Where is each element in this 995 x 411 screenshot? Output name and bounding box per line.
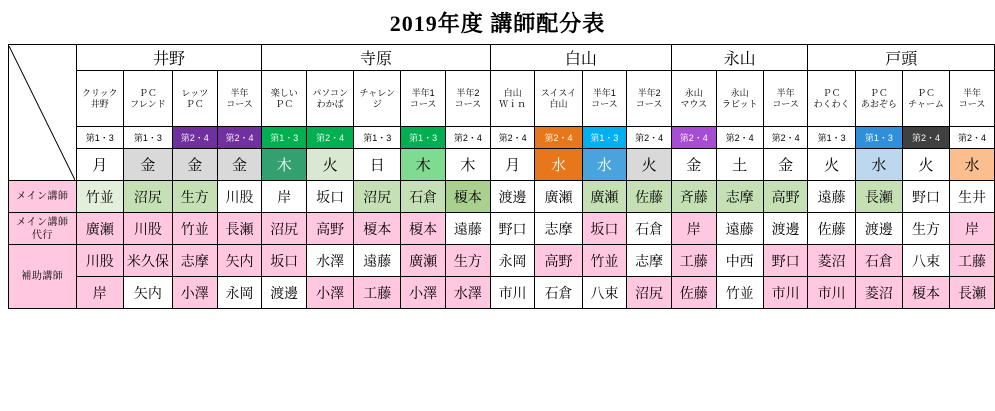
week-cell: 第2・4 <box>217 127 262 149</box>
week-cell: 第2・4 <box>763 127 808 149</box>
teacher-cell: 榎本 <box>354 213 401 245</box>
week-cell: 第2・4 <box>950 127 995 149</box>
teacher-cell: 長瀬 <box>217 213 262 245</box>
school-header-cell: 寺原 <box>262 45 490 71</box>
teacher-cell: 高野 <box>535 245 582 277</box>
substitute-teacher-row <box>9 213 995 245</box>
row-label-line2: 代行 <box>31 229 53 241</box>
teacher-cell: 小澤 <box>401 277 446 309</box>
teacher-cell: 野口 <box>902 181 949 213</box>
teacher-cell: 斉藤 <box>671 181 716 213</box>
day-cell: 火 <box>902 149 949 181</box>
week-cell: 第1・3 <box>354 127 401 149</box>
week-cell: 第1・3 <box>401 127 446 149</box>
teacher-cell: 沼尻 <box>123 181 172 213</box>
day-cell: 木 <box>401 149 446 181</box>
day-cell: 水 <box>855 149 902 181</box>
teacher-cell: 石倉 <box>855 245 902 277</box>
teacher-cell: 長瀬 <box>855 181 902 213</box>
school-header-cell: 戸頭 <box>808 45 995 71</box>
course-cell: ＰＣ あおぞら <box>855 71 902 127</box>
teacher-cell: 高野 <box>307 213 354 245</box>
diagonal-line-icon <box>9 46 75 180</box>
teacher-cell: 志摩 <box>535 213 582 245</box>
day-cell: 月 <box>490 149 535 181</box>
teacher-cell: 石倉 <box>535 277 582 309</box>
course-cell: 永山 マウス <box>671 71 716 127</box>
week-cell: 第2・4 <box>446 127 491 149</box>
course-cell: クリック 井野 <box>76 71 123 127</box>
teacher-cell: 志摩 <box>172 245 217 277</box>
day-header-row <box>9 149 995 181</box>
week-cell: 第1・3 <box>582 127 627 149</box>
teacher-cell: 工藤 <box>671 245 716 277</box>
teacher-cell: 佐藤 <box>627 181 672 213</box>
teacher-cell: 岸 <box>950 213 995 245</box>
teacher-cell: 榎本 <box>446 181 491 213</box>
assistant-teacher-row-1 <box>9 245 995 277</box>
teacher-cell: 榎本 <box>401 213 446 245</box>
teacher-cell: 矢内 <box>123 277 172 309</box>
course-cell: 半年2 コース <box>627 71 672 127</box>
day-cell: 火 <box>307 149 354 181</box>
course-cell: 楽しい ＰＣ <box>262 71 307 127</box>
day-cell: 火 <box>808 149 855 181</box>
teacher-cell: 水澤 <box>307 245 354 277</box>
week-cell: 第1・3 <box>76 127 123 149</box>
course-cell: 半年 コース <box>763 71 808 127</box>
teacher-cell: 遠藤 <box>354 245 401 277</box>
teacher-cell: 生井 <box>950 181 995 213</box>
school-header-cell: 永山 <box>671 45 808 71</box>
week-cell: 第2・4 <box>671 127 716 149</box>
teacher-cell: 小澤 <box>307 277 354 309</box>
teacher-cell: 中西 <box>716 245 763 277</box>
teacher-cell: 志摩 <box>716 181 763 213</box>
teacher-cell: 小澤 <box>172 277 217 309</box>
teacher-cell: 沼尻 <box>627 277 672 309</box>
teacher-cell: 生方 <box>902 213 949 245</box>
teacher-cell: 市川 <box>763 277 808 309</box>
teacher-cell: 永岡 <box>217 277 262 309</box>
teacher-cell: 高野 <box>763 181 808 213</box>
teacher-cell: 永岡 <box>490 245 535 277</box>
school-header-cell: 井野 <box>76 45 262 71</box>
teacher-cell: 竹並 <box>172 213 217 245</box>
teacher-cell: 米久保 <box>123 245 172 277</box>
week-cell: 第2・4 <box>307 127 354 149</box>
page-title: 2019年度 講師配分表 <box>389 11 606 36</box>
teacher-cell: 工藤 <box>354 277 401 309</box>
week-cell: 第1・3 <box>262 127 307 149</box>
teacher-cell: 岸 <box>76 277 123 309</box>
day-cell: 金 <box>123 149 172 181</box>
teacher-cell: 佐藤 <box>671 277 716 309</box>
week-cell: 第1・3 <box>123 127 172 149</box>
teacher-cell: 竹並 <box>76 181 123 213</box>
school-header-cell: 白山 <box>490 45 671 71</box>
teacher-cell: 渡邊 <box>855 213 902 245</box>
teacher-cell: 榎本 <box>902 277 949 309</box>
day-cell: 日 <box>354 149 401 181</box>
day-cell: 木 <box>446 149 491 181</box>
teacher-cell: 川股 <box>76 245 123 277</box>
teacher-cell: 坂口 <box>262 245 307 277</box>
course-cell: 白山 Ｗｉｎ <box>490 71 535 127</box>
course-cell: パソコン わかば <box>307 71 354 127</box>
week-cell: 第2・4 <box>716 127 763 149</box>
teacher-cell: 佐藤 <box>808 213 855 245</box>
teacher-cell: 廣瀬 <box>535 181 582 213</box>
week-cell: 第2・4 <box>535 127 582 149</box>
week-cell: 第1・3 <box>855 127 902 149</box>
teacher-cell: 遠藤 <box>808 181 855 213</box>
course-cell: レッツ ＰＣ <box>172 71 217 127</box>
course-cell: 半年 コース <box>217 71 262 127</box>
teacher-allocation-table <box>8 44 995 309</box>
teacher-cell: 廣瀬 <box>582 181 627 213</box>
course-cell: スイスイ 白山 <box>535 71 582 127</box>
week-cell: 第2・4 <box>172 127 217 149</box>
main-teacher-row <box>9 181 995 213</box>
teacher-cell: 矢内 <box>217 245 262 277</box>
teacher-cell: 渡邊 <box>490 181 535 213</box>
teacher-cell: 志摩 <box>627 245 672 277</box>
school-header-row <box>9 45 995 71</box>
day-cell: 木 <box>262 149 307 181</box>
day-cell: 金 <box>172 149 217 181</box>
course-cell: 半年1 コース <box>582 71 627 127</box>
teacher-cell: 岸 <box>262 181 307 213</box>
day-cell: 土 <box>716 149 763 181</box>
teacher-cell: 市川 <box>490 277 535 309</box>
teacher-cell: 市川 <box>808 277 855 309</box>
week-cell: 第2・4 <box>627 127 672 149</box>
day-cell: 水 <box>950 149 995 181</box>
teacher-cell: 菱沼 <box>808 245 855 277</box>
teacher-cell: 八束 <box>582 277 627 309</box>
teacher-cell: 遠藤 <box>716 213 763 245</box>
week-cell: 第2・4 <box>902 127 949 149</box>
teacher-cell: 生方 <box>446 245 491 277</box>
course-cell: ＰＣ チャーム <box>902 71 949 127</box>
day-cell: 水 <box>582 149 627 181</box>
teacher-cell: 沼尻 <box>354 181 401 213</box>
teacher-cell: 遠藤 <box>446 213 491 245</box>
course-cell: ＰＣ フレンド <box>123 71 172 127</box>
day-cell: 水 <box>535 149 582 181</box>
course-cell: 半年1 コース <box>401 71 446 127</box>
teacher-cell: 廣瀬 <box>401 245 446 277</box>
teacher-cell: 廣瀬 <box>76 213 123 245</box>
week-header-row <box>9 127 995 149</box>
teacher-cell: 菱沼 <box>855 277 902 309</box>
teacher-cell: 野口 <box>490 213 535 245</box>
teacher-cell: 渡邊 <box>763 213 808 245</box>
day-cell: 火 <box>627 149 672 181</box>
teacher-cell: 工藤 <box>950 245 995 277</box>
teacher-cell: 石倉 <box>401 181 446 213</box>
teacher-cell: 沼尻 <box>262 213 307 245</box>
day-cell: 金 <box>217 149 262 181</box>
teacher-cell: 水澤 <box>446 277 491 309</box>
row-label-line1: メイン講師 <box>16 216 69 228</box>
teacher-cell: 八束 <box>902 245 949 277</box>
row-label-substitute-teacher <box>9 213 77 245</box>
teacher-cell: 生方 <box>172 181 217 213</box>
week-cell: 第1・3 <box>808 127 855 149</box>
teacher-cell: 野口 <box>763 245 808 277</box>
teacher-cell: 長瀬 <box>950 277 995 309</box>
course-cell: チャレン ジ <box>354 71 401 127</box>
day-cell: 金 <box>763 149 808 181</box>
course-header-row <box>9 71 995 127</box>
teacher-cell: 坂口 <box>582 213 627 245</box>
week-cell: 第2・4 <box>490 127 535 149</box>
teacher-cell: 渡邊 <box>262 277 307 309</box>
row-label-main-teacher: メイン講師 <box>9 181 77 213</box>
teacher-cell: 川股 <box>217 181 262 213</box>
teacher-cell: 岸 <box>671 213 716 245</box>
day-cell: 金 <box>671 149 716 181</box>
teacher-cell: 竹並 <box>582 245 627 277</box>
teacher-cell: 坂口 <box>307 181 354 213</box>
course-cell: 永山 ラビット <box>716 71 763 127</box>
course-cell: ＰＣ わくわく <box>808 71 855 127</box>
row-label-assistant-teacher: 補助講師 <box>9 245 77 309</box>
teacher-cell: 石倉 <box>627 213 672 245</box>
corner-diagonal-cell <box>9 45 77 181</box>
assistant-teacher-row-2 <box>9 277 995 309</box>
course-cell: 半年2 コース <box>446 71 491 127</box>
day-cell: 月 <box>76 149 123 181</box>
teacher-cell: 竹並 <box>716 277 763 309</box>
course-cell: 半年 コース <box>950 71 995 127</box>
teacher-cell: 川股 <box>123 213 172 245</box>
